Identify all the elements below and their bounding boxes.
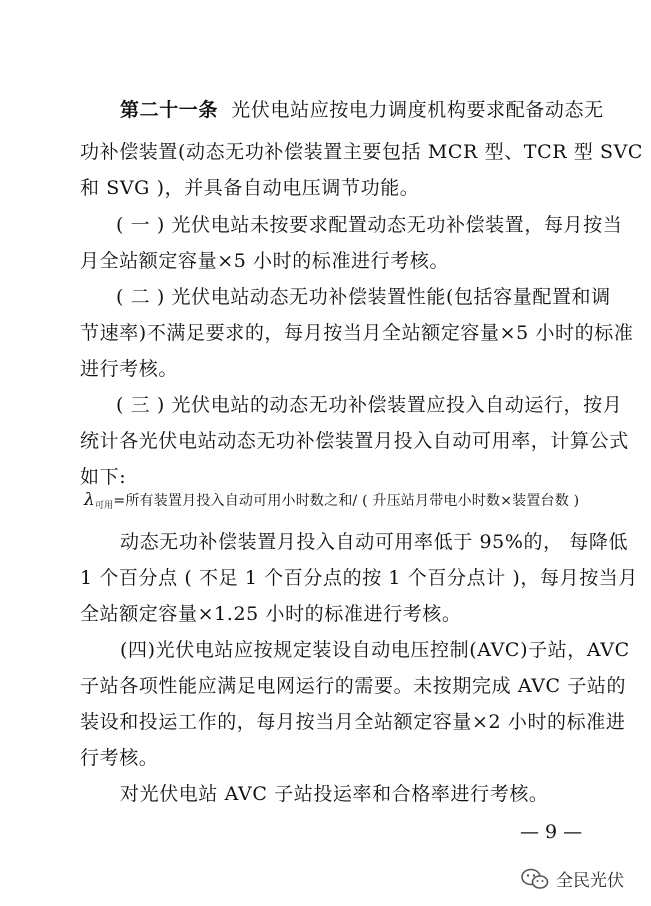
item-3-line: ( 三 ) 光伏电站的动态无功补偿装置应投入自动运行，按月 <box>116 394 623 416</box>
body-line: 全站额定容量×1.25 小时的标准进行考核。 <box>80 603 462 625</box>
article-text: 光伏电站应按电力调度机构要求配备动态无 <box>231 99 604 121</box>
body-line: 节速率)不满足要求的，每月按当月全站额定容量×5 小时的标准 <box>80 322 634 344</box>
watermark <box>520 866 624 891</box>
body-line: 行考核。 <box>80 747 159 769</box>
wechat-icon <box>520 867 550 891</box>
body-line: 月全站额定容量×5 小时的标准进行考核。 <box>80 250 450 272</box>
page-number: — 9 — <box>520 821 583 843</box>
body-line: 统计各光伏电站动态无功补偿装置月投入自动可用率，计算公式 <box>80 430 629 452</box>
body-line: 功补偿装置(动态无功补偿装置主要包括 MCR 型、TCR 型 SVC <box>80 141 644 163</box>
formula-expression: =所有装置月投入自动可用小时数之和/ ( 升压站月带电小时数×装置台数 ) <box>113 493 580 509</box>
item-4-line: (四)光伏电站应按规定装设自动电压控制(AVC)子站，AVC <box>120 639 630 661</box>
body-line: 装设和投运工作的，每月按当月全站额定容量×2 小时的标准进 <box>80 711 626 733</box>
item-2-line: ( 二 ) 光伏电站动态无功补偿装置性能(包括容量配置和调 <box>116 286 611 308</box>
body-line: 子站各项性能应满足电网运行的需要。未按期完成 AVC 子站的 <box>80 675 627 697</box>
formula-symbol: λ <box>84 490 95 510</box>
body-line: 进行考核。 <box>80 358 179 380</box>
article-heading: 第二十一条 <box>120 99 219 121</box>
body-line: 动态无功补偿装置月投入自动可用率低于 95%的， 每降低 <box>120 531 629 553</box>
article-line-1 <box>120 98 604 122</box>
formula-subscript: 可用 <box>94 501 114 511</box>
availability-formula <box>84 490 579 516</box>
body-line: 和 SVG )，并具备自动电压调节功能。 <box>80 177 420 199</box>
body-line: 对光伏电站 AVC 子站投运率和合格率进行考核。 <box>120 783 549 805</box>
watermark-text: 全民光伏 <box>556 871 624 891</box>
body-line: 如下: <box>80 466 127 488</box>
item-1-line: ( 一 ) 光伏电站未按要求配置动态无功补偿装置，每月按当 <box>116 214 623 236</box>
body-line: 1 个百分点 ( 不足 1 个百分点的按 1 个百分点计 )，每月按当月 <box>80 567 639 589</box>
